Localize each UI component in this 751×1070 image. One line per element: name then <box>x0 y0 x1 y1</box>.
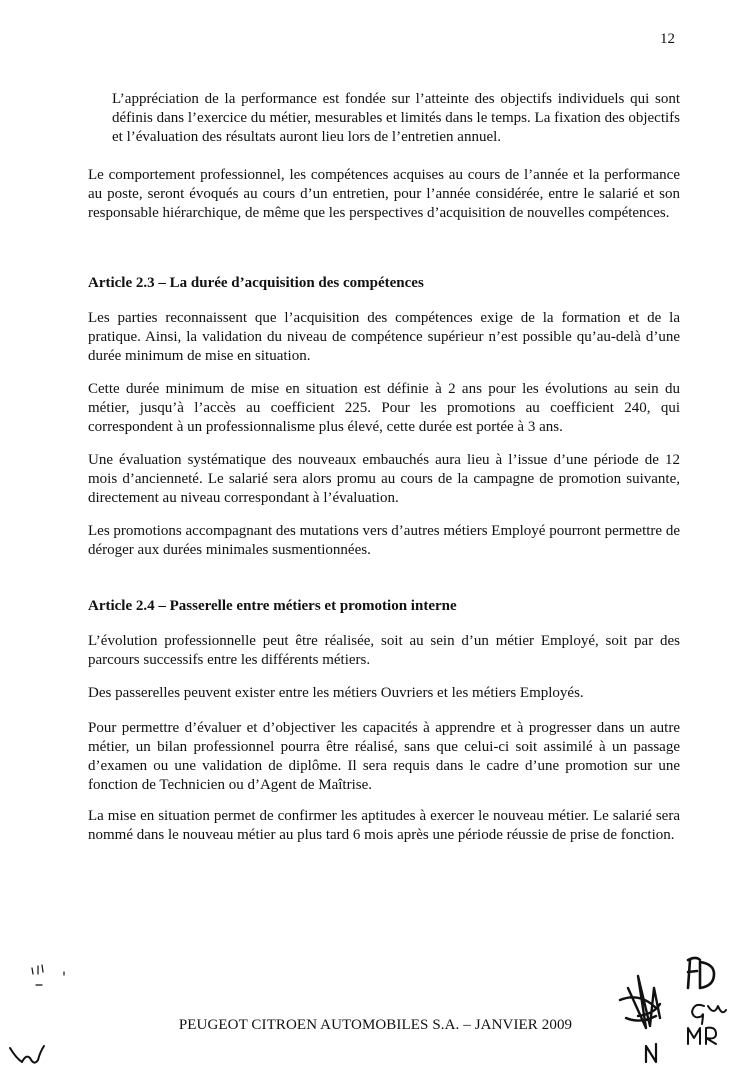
article-2-4-paragraph-3: Pour permettre d’évaluer et d’objectiver les capacités à apprendre et à progresser dans un autre métier, un bilan professionnel pourra être réalisé, sans que celui-ci soit assimilé à un passage d’examen ou une validation de diplôme. Il sera requis dans le cadre d’une promotion sur une fonction de Technicien ou d’Agent de Maîtrise. <box>88 720 680 793</box>
article-2-4-paragraph-1: L’évolution professionnelle peut être réalisée, soit au sein d’un métier Employé, soit par des parcours successifs entre les différents métiers. <box>88 633 680 668</box>
article-2-3-paragraph-3: Une évaluation systématique des nouveaux embauchés aura lieu à l’issue d’une période de 12 mois d’ancienneté. Le salarié sera alors promu au cours de la campagne de promotion suivante, directement au niveau correspondant à l’évaluation. <box>88 452 680 506</box>
scan-specks <box>32 965 64 985</box>
signature-scribble-main <box>620 976 660 1028</box>
initials-fd <box>688 958 714 988</box>
article-2-4-heading: Article 2.4 – Passerelle entre métiers et promotion interne <box>88 598 457 614</box>
article-2-4-paragraph-2: Des passerelles peuvent exister entre les métiers Ouvriers et les métiers Employés. <box>88 685 584 701</box>
article-2-4-paragraph-4: La mise en situation permet de confirmer les aptitudes à exercer le nouveau métier. Le salarié sera nommé dans le nouveau métier au plus tard 6 mois après une période réussie de prise de fonction. <box>88 808 680 843</box>
paragraph-professional-behaviour: Le comportement professionnel, les compétences acquises au cours de l’année et la performance au poste, seront évoqués au cours d’un entretien, pour l’année considérée, entre le salarié et son responsable hiérarchique, de même que les perspectives d’acquisition de nouvelles compétences. <box>88 167 680 221</box>
article-2-3-heading: Article 2.3 – La durée d’acquisition des compétences <box>88 275 424 291</box>
page-number: 12 <box>660 31 675 47</box>
article-2-3-paragraph-4: Les promotions accompagnant des mutations vers d’autres métiers Employé pourront permettre de déroger aux durées minimales susmentionnées. <box>88 523 680 558</box>
initials-mr <box>688 1028 716 1044</box>
article-2-3-paragraph-1: Les parties reconnaissent que l’acquisition des compétences exige de la formation et de la pratique. Ainsi, la validation du niveau de compétence supérieur n’est possible qu’au-delà d’une durée minimum de mise en situation. <box>88 310 680 364</box>
paragraph-performance-appraisal: L’appréciation de la performance est fondée sur l’atteinte des objectifs individuels qui sont définis dans l’exercice du métier, mesurables et limités dans le temps. La fixation des objectifs et l’évaluation des résultats auront lieu lors de l’entretien annuel. <box>112 91 680 145</box>
footer-text: PEUGEOT CITROEN AUTOMOBILES S.A. – JANVIER 2009 <box>178 1017 573 1033</box>
initials-gn <box>692 1005 726 1024</box>
signature-scribble-left <box>10 1046 44 1063</box>
article-2-3-paragraph-2: Cette durée minimum de mise en situation est définie à 2 ans pour les évolutions au sein du métier, jusqu’à l’accès au coefficient 225. Pour les promotions au coefficient 240, qui correspondent à un professionnalisme plus élevé, cette durée est portée à 3 ans. <box>88 381 680 435</box>
initials-n <box>646 1044 656 1062</box>
